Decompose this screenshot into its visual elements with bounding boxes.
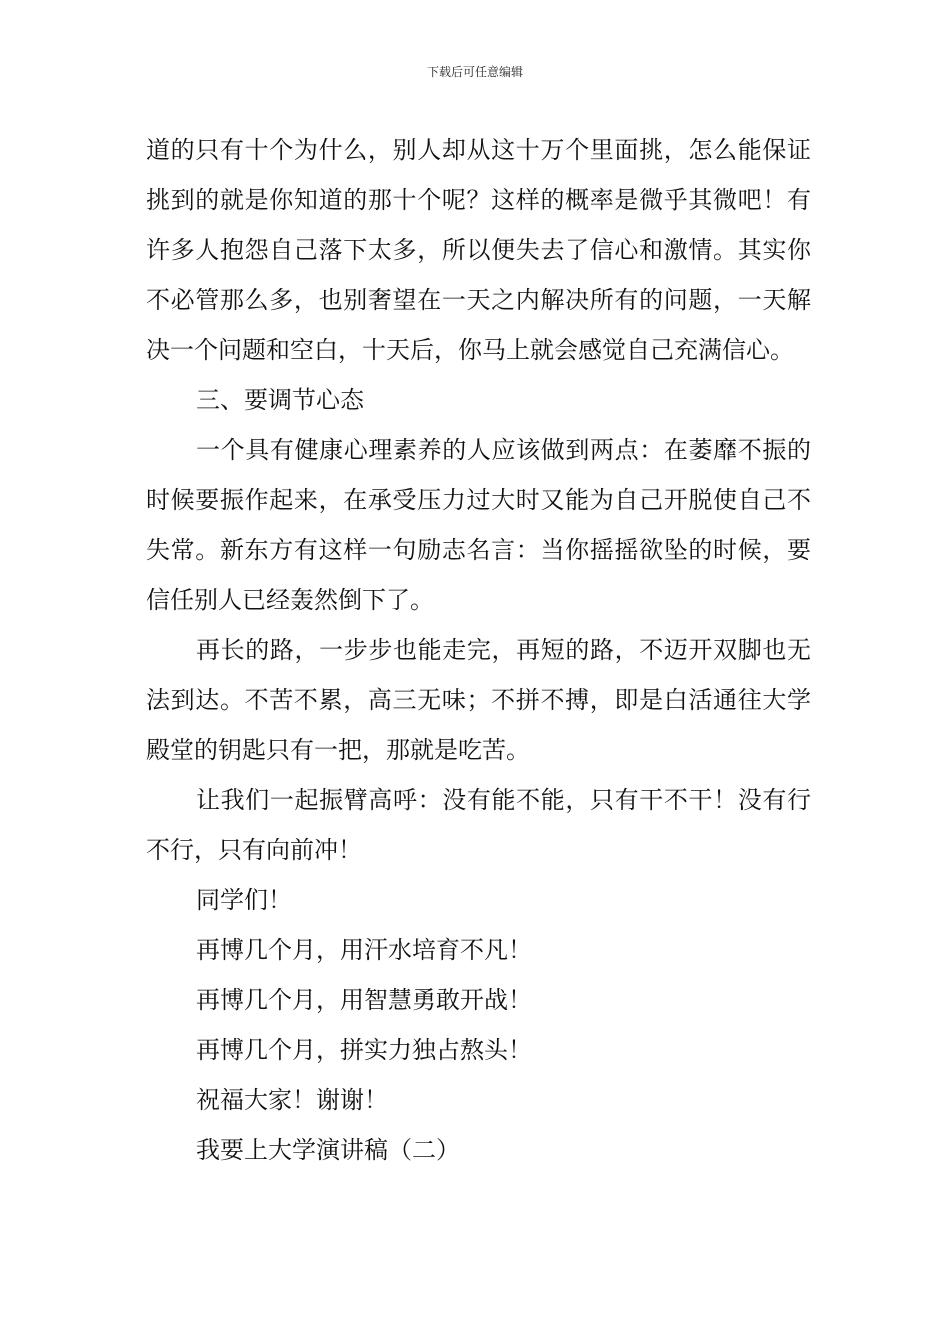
- closing-line: 同学们！: [196, 886, 292, 914]
- closing-line: 再博几个月，拼实力独占熬头！: [196, 1036, 532, 1064]
- paragraph: 一个具有健康心理素养的人应该做到两点：在萎靡不振的时候要振作起来，在承受压力过大时又能为自己开脱使自己不失常。新东方有这样一句励志名言：当你摇摇欲坠的时候，要信任别人已经轰然倒下了。: [146, 436, 811, 614]
- paragraph-continued: 道的只有十个为什么，别人却从这十万个里面挑，怎么能保证挑到的就是你知道的那十个呢？这样的概率是微乎其微吧！有许多人抱怨自己落下太多，所以便失去了信心和激情。其实你不必管那么多，也别奢望在一天之内解决所有的问题，一天解决一个问题和空白，十天后，你马上就会感觉自己充满信心。: [146, 136, 811, 364]
- section-heading: 三、要调节心态: [196, 386, 364, 414]
- next-speech-title: 我要上大学演讲稿（二）: [196, 1136, 460, 1164]
- page-header: 下载后可任意编辑: [426, 65, 523, 79]
- closing-line: 祝福大家！谢谢！: [196, 1086, 388, 1114]
- document-body: [146, 125, 811, 1175]
- closing-line: 再博几个月，用汗水培育不凡！: [196, 936, 532, 964]
- closing-line: 再博几个月，用智慧勇敢开战！: [196, 986, 532, 1014]
- paragraph: 再长的路，一步步也能走完，再短的路，不迈开双脚也无法到达。不苦不累，高三无味；不拼不搏，即是白活通往大学殿堂的钥匙只有一把，那就是吃苦。: [146, 636, 811, 764]
- paragraph: 让我们一起振臂高呼：没有能不能，只有干不干！没有行不行，只有向前冲！: [146, 786, 811, 864]
